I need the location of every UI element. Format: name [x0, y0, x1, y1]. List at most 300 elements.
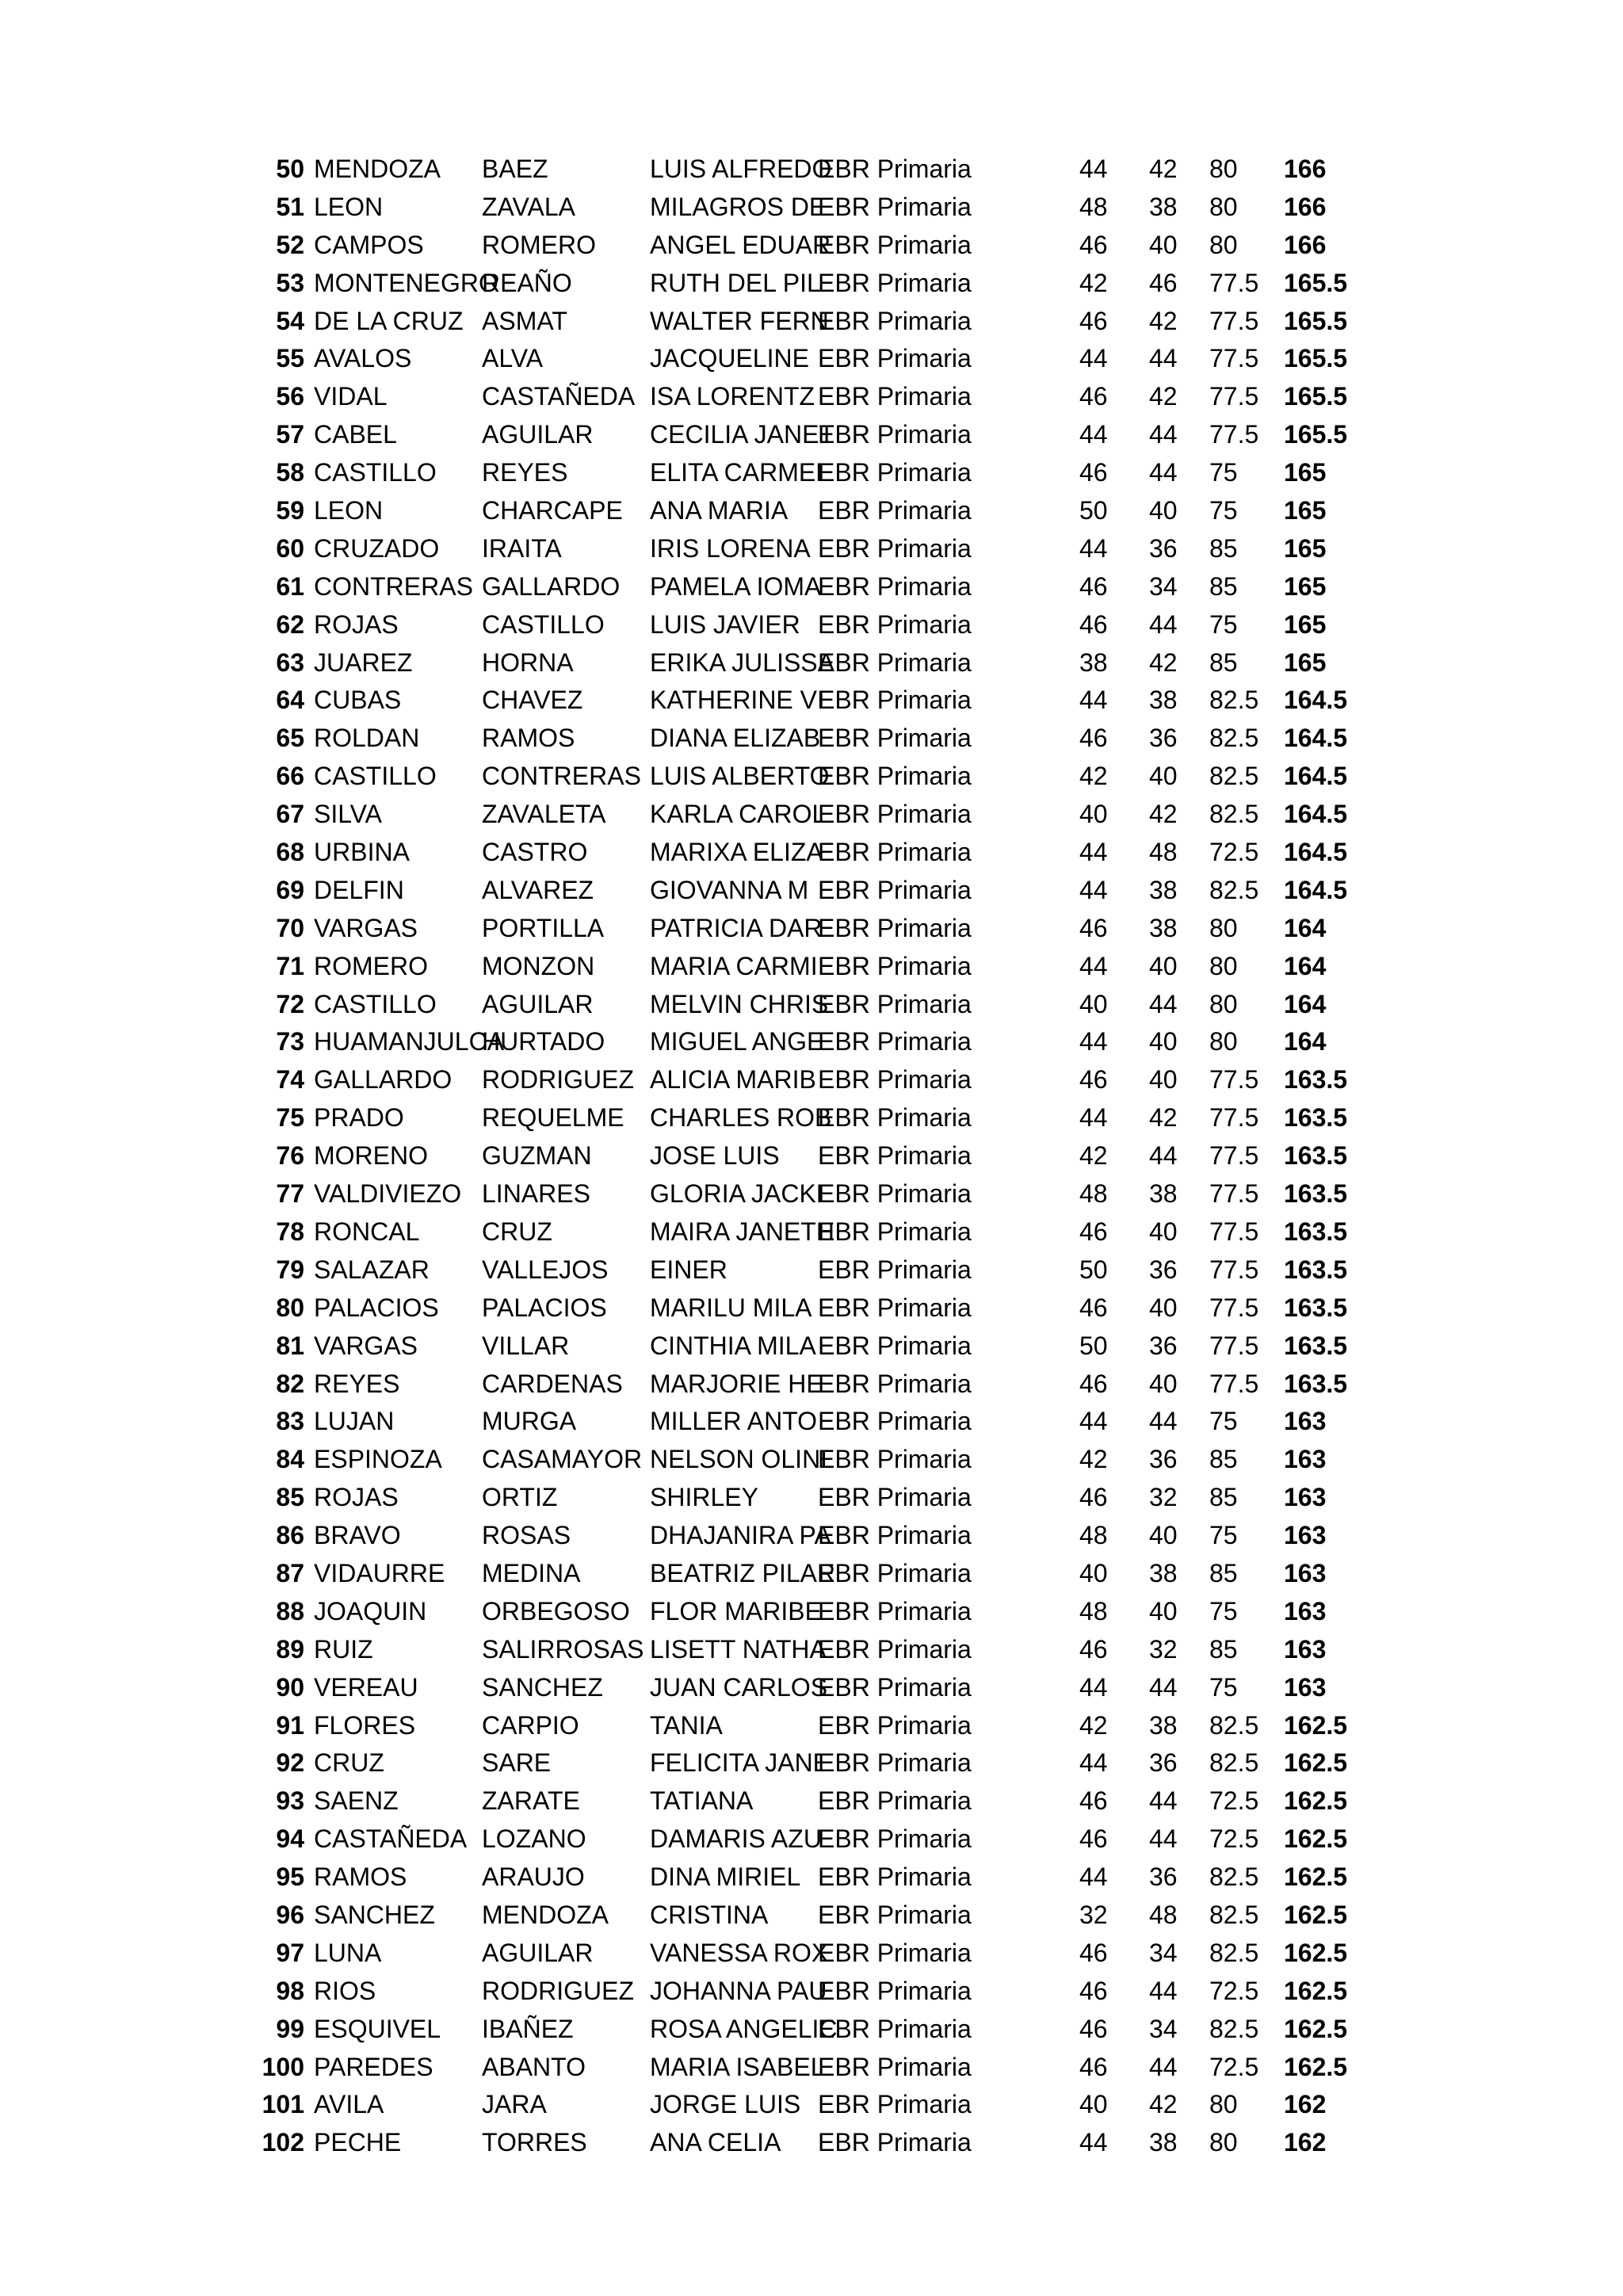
score-1-cell: 44 [1079, 875, 1108, 904]
score-2-cell: 38 [1149, 913, 1178, 942]
given-names-cell: LUIS JAVIER [650, 609, 800, 639]
total-score-cell: 163 [1284, 1407, 1327, 1436]
score-3-cell: 85 [1209, 1558, 1238, 1587]
row-number-cell: 90 [276, 1672, 304, 1702]
total-score-cell: 165.5 [1284, 344, 1348, 373]
table-row [0, 378, 1623, 416]
score-1-cell: 44 [1079, 344, 1108, 373]
table-row [0, 1859, 1623, 1897]
score-3-cell: 77.5 [1209, 1103, 1259, 1133]
second-surname-cell: CARDENAS [482, 1369, 623, 1398]
first-surname-cell: CONTRERAS [314, 571, 473, 601]
second-surname-cell: LOZANO [482, 1824, 586, 1854]
table-row [0, 1328, 1623, 1366]
table-row [0, 1935, 1623, 1973]
total-score-cell: 164 [1284, 913, 1327, 942]
score-2-cell: 48 [1149, 1900, 1178, 1929]
total-score-cell: 165 [1284, 458, 1327, 487]
given-names-cell: JORGE LUIS [650, 2090, 801, 2119]
score-1-cell: 46 [1079, 1824, 1108, 1854]
score-1-cell: 44 [1079, 1672, 1108, 1702]
table-row [0, 151, 1623, 189]
score-1-cell: 46 [1079, 724, 1108, 753]
given-names-cell: TATIANA [650, 1786, 754, 1816]
table-row [0, 1061, 1623, 1099]
table-row [0, 1744, 1623, 1782]
score-1-cell: 46 [1079, 230, 1108, 259]
second-surname-cell: ROSAS [482, 1521, 571, 1550]
second-surname-cell: ASMAT [482, 306, 567, 335]
total-score-cell: 162.5 [1284, 2014, 1348, 2043]
given-names-cell: MILLER ANTO [650, 1407, 818, 1436]
given-names-cell: RUTH DEL PIL [650, 268, 821, 297]
row-number-cell: 59 [276, 496, 304, 525]
total-score-cell: 166 [1284, 155, 1327, 183]
table-row [0, 606, 1623, 644]
row-number-cell: 79 [276, 1255, 304, 1284]
row-number-cell: 100 [262, 2052, 304, 2081]
score-2-cell: 42 [1149, 648, 1178, 677]
second-surname-cell: REYES [482, 458, 568, 487]
total-score-cell: 162.5 [1284, 1786, 1348, 1816]
score-3-cell: 85 [1209, 648, 1238, 677]
row-number-cell: 56 [276, 382, 304, 411]
first-surname-cell: DE LA CRUZ [314, 306, 464, 335]
total-score-cell: 163.5 [1284, 1369, 1348, 1398]
score-1-cell: 46 [1079, 571, 1108, 601]
second-surname-cell: SALIRROSAS [482, 1634, 644, 1664]
level-cell: EBR Primaria [818, 1065, 972, 1095]
level-cell: EBR Primaria [818, 800, 972, 829]
row-number-cell: 87 [276, 1558, 304, 1587]
table-row [0, 303, 1623, 341]
level-cell: EBR Primaria [818, 762, 972, 791]
score-1-cell: 44 [1079, 686, 1108, 715]
level-cell: EBR Primaria [818, 571, 972, 601]
second-surname-cell: GALLARDO [482, 571, 621, 601]
score-1-cell: 40 [1079, 989, 1108, 1018]
score-2-cell: 48 [1149, 838, 1178, 867]
level-cell: EBR Primaria [818, 875, 972, 904]
score-3-cell: 72.5 [1209, 1824, 1259, 1854]
second-surname-cell: CONTRERAS [482, 762, 641, 791]
score-1-cell: 42 [1079, 1141, 1108, 1171]
score-3-cell: 82.5 [1209, 875, 1259, 904]
first-surname-cell: RIOS [314, 1976, 376, 2005]
row-number-cell: 68 [276, 838, 304, 867]
table-row [0, 340, 1623, 378]
first-surname-cell: BRAVO [314, 1521, 401, 1550]
row-number-cell: 73 [276, 1027, 304, 1056]
table-row [0, 682, 1623, 720]
first-surname-cell: CUBAS [314, 686, 402, 715]
table-row [0, 265, 1623, 303]
score-3-cell: 80 [1209, 192, 1238, 221]
given-names-cell: GLORIA JACKE [650, 1179, 834, 1209]
second-surname-cell: AGUILAR [482, 420, 594, 449]
given-names-cell: KARLA CAROL [650, 800, 827, 829]
second-surname-cell: CASTRO [482, 838, 588, 867]
score-2-cell: 42 [1149, 2090, 1178, 2119]
score-3-cell: 82.5 [1209, 800, 1259, 829]
score-1-cell: 38 [1079, 648, 1108, 677]
given-names-cell: MARILU MILA [650, 1293, 812, 1322]
score-2-cell: 38 [1149, 2128, 1178, 2157]
total-score-cell: 164 [1284, 1027, 1327, 1056]
score-2-cell: 42 [1149, 1103, 1178, 1133]
score-1-cell: 46 [1079, 1938, 1108, 1967]
table-row [0, 189, 1623, 227]
table-row [0, 2011, 1623, 2049]
row-number-cell: 50 [276, 155, 304, 183]
row-number-cell: 83 [276, 1407, 304, 1436]
table-row [0, 872, 1623, 910]
score-2-cell: 36 [1149, 1748, 1178, 1778]
second-surname-cell: SARE [482, 1748, 552, 1778]
row-number-cell: 81 [276, 1331, 304, 1360]
table-row [0, 530, 1623, 568]
first-surname-cell: ROJAS [314, 609, 399, 639]
first-surname-cell: VARGAS [314, 913, 418, 942]
level-cell: EBR Primaria [818, 1141, 972, 1171]
first-surname-cell: SILVA [314, 800, 382, 829]
level-cell: EBR Primaria [818, 1521, 972, 1550]
level-cell: EBR Primaria [818, 382, 972, 411]
first-surname-cell: MENDOZA [314, 155, 441, 183]
total-score-cell: 162.5 [1284, 1710, 1348, 1740]
given-names-cell: ALICIA MARIB [650, 1065, 816, 1095]
row-number-cell: 76 [276, 1141, 304, 1171]
table-row [0, 720, 1623, 758]
score-1-cell: 46 [1079, 1634, 1108, 1664]
score-2-cell: 40 [1149, 951, 1178, 980]
score-2-cell: 44 [1149, 1407, 1178, 1436]
total-score-cell: 162.5 [1284, 1938, 1348, 1967]
given-names-cell: JUAN CARLOS [650, 1672, 828, 1702]
score-2-cell: 42 [1149, 306, 1178, 335]
given-names-cell: LISETT NATHA [650, 1634, 827, 1664]
level-cell: EBR Primaria [818, 1445, 972, 1474]
table-row [0, 986, 1623, 1024]
score-3-cell: 72.5 [1209, 1786, 1259, 1816]
first-surname-cell: DELFIN [314, 875, 404, 904]
level-cell: EBR Primaria [818, 1862, 972, 1892]
level-cell: EBR Primaria [818, 1293, 972, 1322]
score-2-cell: 40 [1149, 1369, 1178, 1398]
first-surname-cell: FLORES [314, 1710, 416, 1740]
score-3-cell: 77.5 [1209, 1293, 1259, 1322]
score-2-cell: 36 [1149, 533, 1178, 563]
given-names-cell: SHIRLEY [650, 1483, 758, 1512]
score-3-cell: 77.5 [1209, 268, 1259, 297]
score-2-cell: 36 [1149, 724, 1178, 753]
first-surname-cell: LUJAN [314, 1407, 395, 1436]
table-row [0, 1669, 1623, 1707]
table-row [0, 1707, 1623, 1745]
score-2-cell: 44 [1149, 344, 1178, 373]
score-3-cell: 80 [1209, 2128, 1238, 2157]
total-score-cell: 163 [1284, 1634, 1327, 1664]
results-table [0, 151, 1623, 2162]
first-surname-cell: PAREDES [314, 2052, 433, 2081]
score-1-cell: 44 [1079, 420, 1108, 449]
score-3-cell: 77.5 [1209, 344, 1259, 373]
first-surname-cell: SAENZ [314, 1786, 399, 1816]
second-surname-cell: PALACIOS [482, 1293, 607, 1322]
score-1-cell: 48 [1079, 192, 1108, 221]
second-surname-cell: MENDOZA [482, 1900, 609, 1929]
total-score-cell: 166 [1284, 192, 1327, 221]
score-2-cell: 44 [1149, 609, 1178, 639]
second-surname-cell: BAEZ [482, 155, 548, 183]
total-score-cell: 163 [1284, 1558, 1327, 1587]
score-3-cell: 77.5 [1209, 1369, 1259, 1398]
second-surname-cell: MONZON [482, 951, 595, 980]
score-2-cell: 44 [1149, 458, 1178, 487]
score-3-cell: 75 [1209, 1596, 1238, 1626]
table-row [0, 2086, 1623, 2124]
score-3-cell: 75 [1209, 1521, 1238, 1550]
given-names-cell: GIOVANNA M [650, 875, 809, 904]
first-surname-cell: CRUZ [314, 1748, 384, 1778]
given-names-cell: WALTER FERN [650, 306, 829, 335]
second-surname-cell: AGUILAR [482, 1938, 594, 1967]
table-row [0, 1403, 1623, 1441]
level-cell: EBR Primaria [818, 420, 972, 449]
total-score-cell: 163.5 [1284, 1141, 1348, 1171]
score-3-cell: 82.5 [1209, 1748, 1259, 1778]
first-surname-cell: VIDAL [314, 382, 388, 411]
row-number-cell: 82 [276, 1369, 304, 1398]
table-row [0, 454, 1623, 492]
score-2-cell: 40 [1149, 1065, 1178, 1095]
row-number-cell: 65 [276, 724, 304, 753]
second-surname-cell: IRAITA [482, 533, 562, 563]
row-number-cell: 92 [276, 1748, 304, 1778]
second-surname-cell: ALVAREZ [482, 875, 594, 904]
row-number-cell: 69 [276, 875, 304, 904]
score-3-cell: 85 [1209, 1483, 1238, 1512]
first-surname-cell: AVALOS [314, 344, 412, 373]
score-1-cell: 46 [1079, 458, 1108, 487]
second-surname-cell: RODRIGUEZ [482, 1976, 634, 2005]
first-surname-cell: VARGAS [314, 1331, 418, 1360]
second-surname-cell: CHARCAPE [482, 496, 623, 525]
second-surname-cell: VILLAR [482, 1331, 570, 1360]
score-1-cell: 50 [1079, 1331, 1108, 1360]
row-number-cell: 102 [262, 2128, 304, 2157]
score-3-cell: 82.5 [1209, 1900, 1259, 1929]
table-row [0, 416, 1623, 454]
row-number-cell: 85 [276, 1483, 304, 1512]
total-score-cell: 163.5 [1284, 1255, 1348, 1284]
level-cell: EBR Primaria [818, 1217, 972, 1246]
score-1-cell: 44 [1079, 1103, 1108, 1133]
table-row [0, 1517, 1623, 1555]
score-2-cell: 36 [1149, 1331, 1178, 1360]
total-score-cell: 165 [1284, 648, 1327, 677]
level-cell: EBR Primaria [818, 1558, 972, 1587]
first-surname-cell: RAMOS [314, 1862, 407, 1892]
score-1-cell: 46 [1079, 1786, 1108, 1816]
score-2-cell: 40 [1149, 1027, 1178, 1056]
level-cell: EBR Primaria [818, 609, 972, 639]
score-1-cell: 44 [1079, 533, 1108, 563]
score-2-cell: 40 [1149, 1596, 1178, 1626]
row-number-cell: 66 [276, 762, 304, 791]
first-surname-cell: PALACIOS [314, 1293, 439, 1322]
row-number-cell: 96 [276, 1900, 304, 1929]
level-cell: EBR Primaria [818, 1748, 972, 1778]
first-surname-cell: CAMPOS [314, 230, 424, 259]
score-1-cell: 46 [1079, 913, 1108, 942]
second-surname-cell: REAÑO [482, 268, 572, 297]
score-1-cell: 46 [1079, 1976, 1108, 2005]
score-3-cell: 82.5 [1209, 686, 1259, 715]
row-number-cell: 71 [276, 951, 304, 980]
score-3-cell: 75 [1209, 496, 1238, 525]
score-3-cell: 77.5 [1209, 1141, 1259, 1171]
given-names-cell: KATHERINE VI [650, 686, 824, 715]
total-score-cell: 165.5 [1284, 306, 1348, 335]
given-names-cell: MARIA ISABEL [650, 2052, 825, 2081]
second-surname-cell: HURTADO [482, 1027, 605, 1056]
total-score-cell: 165 [1284, 609, 1327, 639]
total-score-cell: 163.5 [1284, 1179, 1348, 1209]
score-3-cell: 77.5 [1209, 1065, 1259, 1095]
row-number-cell: 62 [276, 609, 304, 639]
level-cell: EBR Primaria [818, 1900, 972, 1929]
total-score-cell: 163.5 [1284, 1103, 1348, 1133]
score-2-cell: 36 [1149, 1445, 1178, 1474]
level-cell: EBR Primaria [818, 496, 972, 525]
given-names-cell: NELSON OLINI [650, 1445, 828, 1474]
score-1-cell: 44 [1079, 155, 1108, 183]
level-cell: EBR Primaria [818, 1369, 972, 1398]
first-surname-cell: AVILA [314, 2090, 384, 2119]
table-row [0, 2124, 1623, 2162]
score-2-cell: 40 [1149, 496, 1178, 525]
given-names-cell: JOHANNA PAU [650, 1976, 827, 2005]
score-3-cell: 75 [1209, 458, 1238, 487]
total-score-cell: 164 [1284, 951, 1327, 980]
total-score-cell: 165.5 [1284, 382, 1348, 411]
score-1-cell: 46 [1079, 306, 1108, 335]
score-2-cell: 34 [1149, 1938, 1178, 1967]
first-surname-cell: ESPINOZA [314, 1445, 442, 1474]
level-cell: EBR Primaria [818, 1672, 972, 1702]
level-cell: EBR Primaria [818, 1255, 972, 1284]
table-row [0, 1973, 1623, 2011]
score-1-cell: 42 [1079, 268, 1108, 297]
table-row [0, 1099, 1623, 1137]
table-row [0, 1441, 1623, 1479]
row-number-cell: 58 [276, 458, 304, 487]
row-number-cell: 70 [276, 913, 304, 942]
score-2-cell: 44 [1149, 1672, 1178, 1702]
level-cell: EBR Primaria [818, 192, 972, 221]
second-surname-cell: CASTILLO [482, 609, 605, 639]
table-row [0, 1593, 1623, 1631]
second-surname-cell: ALVA [482, 344, 544, 373]
score-3-cell: 72.5 [1209, 2052, 1259, 2081]
score-1-cell: 44 [1079, 1748, 1108, 1778]
given-names-cell: CRISTINA [650, 1900, 769, 1929]
score-1-cell: 48 [1079, 1179, 1108, 1209]
given-names-cell: ISA LORENTZ [650, 382, 815, 411]
second-surname-cell: VALLEJOS [482, 1255, 609, 1284]
table-row [0, 1820, 1623, 1859]
given-names-cell: MARIA CARMI [650, 951, 818, 980]
row-number-cell: 53 [276, 268, 304, 297]
score-1-cell: 44 [1079, 1027, 1108, 1056]
score-3-cell: 82.5 [1209, 1938, 1259, 1967]
level-cell: EBR Primaria [818, 2090, 972, 2119]
first-surname-cell: CRUZADO [314, 533, 440, 563]
score-1-cell: 44 [1079, 1407, 1108, 1436]
first-surname-cell: JOAQUIN [314, 1596, 427, 1626]
row-number-cell: 86 [276, 1521, 304, 1550]
total-score-cell: 163 [1284, 1672, 1327, 1702]
score-2-cell: 32 [1149, 1483, 1178, 1512]
table-row [0, 1897, 1623, 1935]
score-2-cell: 42 [1149, 155, 1178, 183]
row-number-cell: 64 [276, 686, 304, 715]
level-cell: EBR Primaria [818, 2014, 972, 2043]
given-names-cell: MELVIN CHRIS [650, 989, 829, 1018]
score-2-cell: 38 [1149, 192, 1178, 221]
score-1-cell: 44 [1079, 2128, 1108, 2157]
first-surname-cell: VIDAURRE [314, 1558, 445, 1587]
table-row [0, 2049, 1623, 2087]
score-3-cell: 77.5 [1209, 420, 1259, 449]
given-names-cell: MARJORIE HE [650, 1369, 823, 1398]
first-surname-cell: CASTILLO [314, 989, 437, 1018]
table-row [0, 1555, 1623, 1593]
score-2-cell: 36 [1149, 1862, 1178, 1892]
first-surname-cell: VALDIVIEZO [314, 1179, 462, 1209]
first-surname-cell: CASTAÑEDA [314, 1824, 468, 1854]
given-names-cell: DHAJANIRA PA [650, 1521, 831, 1550]
table-row [0, 910, 1623, 948]
row-number-cell: 78 [276, 1217, 304, 1246]
level-cell: EBR Primaria [818, 2128, 972, 2157]
score-1-cell: 50 [1079, 1255, 1108, 1284]
total-score-cell: 163.5 [1284, 1331, 1348, 1360]
first-surname-cell: PECHE [314, 2128, 402, 2157]
first-surname-cell: LUNA [314, 1938, 382, 1967]
total-score-cell: 164.5 [1284, 724, 1348, 753]
score-3-cell: 77.5 [1209, 1331, 1259, 1360]
first-surname-cell: URBINA [314, 838, 410, 867]
score-2-cell: 44 [1149, 1786, 1178, 1816]
given-names-cell: ERIKA JULISSA [650, 648, 834, 677]
score-2-cell: 44 [1149, 989, 1178, 1018]
total-score-cell: 162 [1284, 2128, 1327, 2157]
row-number-cell: 52 [276, 230, 304, 259]
score-2-cell: 40 [1149, 1521, 1178, 1550]
row-number-cell: 101 [262, 2090, 304, 2119]
table-row [0, 227, 1623, 265]
given-names-cell: PAMELA IOMA [650, 571, 822, 601]
second-surname-cell: ORBEGOSO [482, 1596, 630, 1626]
level-cell: EBR Primaria [818, 1786, 972, 1816]
level-cell: EBR Primaria [818, 268, 972, 297]
total-score-cell: 163.5 [1284, 1065, 1348, 1095]
row-number-cell: 61 [276, 571, 304, 601]
table-row [0, 1137, 1623, 1175]
level-cell: EBR Primaria [818, 1710, 972, 1740]
